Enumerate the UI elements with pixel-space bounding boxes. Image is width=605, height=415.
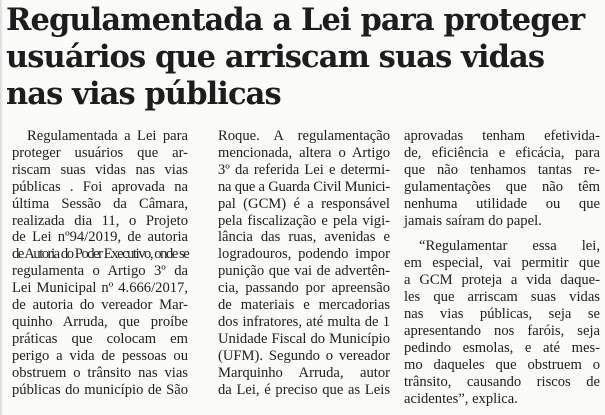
text-line: logradouros, podendo impor	[218, 246, 390, 263]
text-line: Roque. A regulamentação	[218, 128, 390, 144]
text-line: perigo a vida de pessoas ou	[12, 347, 188, 364]
body-paragraph	[12, 128, 188, 399]
article-column-3	[404, 128, 600, 408]
text-line: regulamenta o Artigo 3º da	[12, 263, 188, 280]
text-line: jamais saíram do papel.	[404, 212, 542, 229]
text-line: les que arriscam suas vidas	[404, 289, 600, 306]
text-line: de materiais e mercadorias	[218, 297, 390, 314]
text-line: de, eficiência e eficácia, para	[404, 144, 600, 161]
text-line: práticas que colocam em	[12, 330, 188, 347]
text-line: na que a Guarda Civil Munici-	[218, 178, 390, 195]
text-line: cia, passando por apreensão	[218, 280, 390, 297]
text-line: gulamentações que não têm	[404, 178, 600, 195]
text-line: punição que vai de advertên-	[218, 263, 390, 280]
text-line: Marquinho Arruda, autor	[218, 364, 390, 381]
text-line: (UFM). Segundo o vereador	[218, 347, 390, 364]
text-line: trânsito, causando riscos de	[404, 373, 600, 390]
text-line: em especial, vai permitir que	[404, 255, 600, 272]
text-line: aprovadas tenham efetivida-	[404, 128, 600, 144]
text-line: obstruem o trânsito nas vias	[12, 364, 188, 381]
article-headline	[6, 2, 602, 113]
body-paragraph	[218, 128, 390, 399]
text-line: lância das ruas, avenidas e	[218, 229, 390, 246]
text-line: última Sessão da Câmara,	[12, 195, 188, 212]
text-line: Regulamentada a Lei para	[27, 128, 188, 144]
text-line: Unidade Fiscal do Município	[218, 330, 390, 347]
text-line: nas vias públicas, seja se	[404, 306, 600, 323]
page-edge-shadow	[0, 0, 3, 415]
text-line: riscam suas vidas nas vias	[12, 161, 188, 178]
text-line: apresentando nos faróis, seja	[404, 322, 600, 339]
body-paragraph	[404, 128, 600, 229]
text-line: “Regulamentar essa lei,	[419, 238, 600, 255]
text-line: acidentes”, explica.	[404, 390, 518, 407]
text-line: 3º da referida Lei e determi-	[218, 161, 390, 178]
text-line: da Lei, é preciso que as Leis	[218, 381, 390, 398]
text-line: pal (GCM) é a responsável	[218, 195, 390, 212]
text-line: a GCM proteja a vida daque-	[404, 272, 600, 289]
article-column-1	[12, 128, 188, 399]
text-line: de autoria do vereador Mar-	[12, 297, 188, 314]
quote-paragraph	[404, 238, 600, 407]
headline-line: nas vias públicas	[6, 76, 281, 112]
text-line: pedindo esmolas, e até mes-	[404, 339, 600, 356]
text-line: mencionada, altera o Artigo	[218, 144, 390, 161]
text-line: públicas do município de São	[12, 381, 188, 398]
text-line: que não tenhamos tantas re-	[404, 161, 600, 178]
text-line: pela fiscalização e pela vigi-	[218, 212, 390, 229]
headline-line: usuários que arriscam suas vidas	[6, 39, 545, 75]
headline-line: Regulamentada a Lei para proteger	[6, 2, 585, 38]
article-column-2	[218, 128, 390, 399]
text-line: de Lei nº94/2019, de autoria	[12, 229, 188, 246]
text-line: mo daqueles que obstruem o	[404, 356, 600, 373]
text-line: Lei Municipal nº 4.666/2017,	[12, 280, 188, 297]
text-line: realizada dia 11, o Projeto	[12, 212, 188, 229]
text-line: dos infratores, até multa de 1	[218, 313, 390, 330]
text-line: de Autoria do Poder Executivo, onde se	[12, 246, 189, 263]
text-line: proteger usuários que ar-	[12, 144, 188, 161]
text-line: nenhuma utilidade ou que	[404, 195, 600, 212]
text-line: públicas . Foi aprovada na	[12, 178, 188, 195]
text-line: quinho Arruda, que proíbe	[12, 313, 188, 330]
